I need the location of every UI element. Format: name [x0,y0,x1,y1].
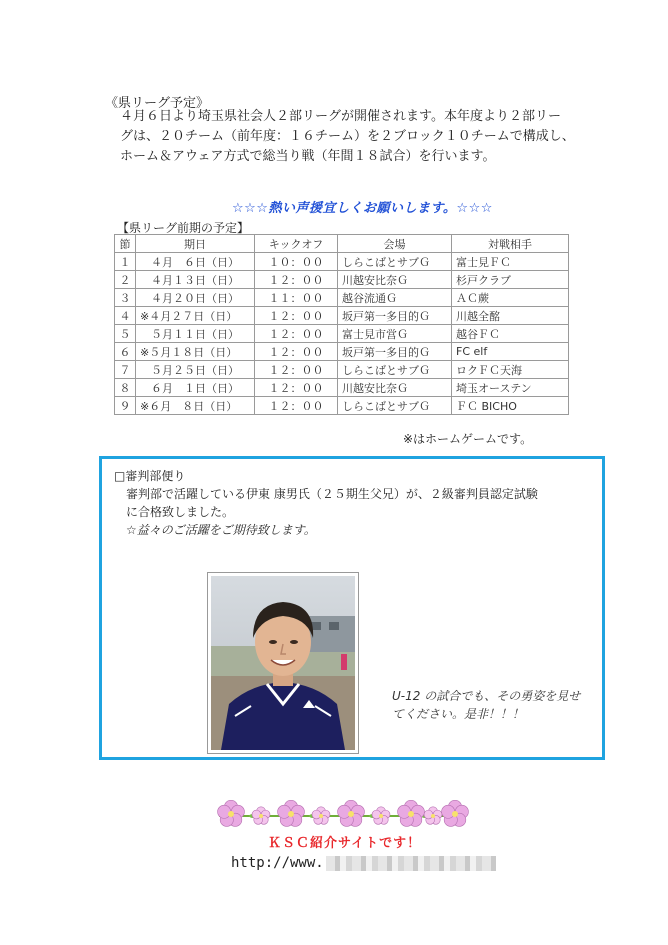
cell-kickoff: １２：００ [255,343,338,361]
cell-opponent: ＡＣ蕨 [452,289,569,307]
intro-line: グは、２０チーム（前年度：１６チーム）を２ブロック１０チームで構成し、 [120,129,575,144]
url-prefix: http://www. [231,855,324,871]
cell-kickoff: １１：００ [255,289,338,307]
table-row [115,361,569,379]
referee-photo [207,572,359,754]
cell-venue: 富士見市営Ｇ [338,325,452,343]
cell-round: １ [115,253,136,271]
cell-date: ４月 ６日（日） [136,253,255,271]
table-row [115,289,569,307]
cell-opponent: 川越全酩 [452,307,569,325]
header-date: 期日 [136,235,255,253]
cell-kickoff: １０：００ [255,253,338,271]
cell-date: ※４月２７日（日） [136,307,255,325]
cell-opponent: 杉戸クラブ [452,271,569,289]
cell-round: ２ [115,271,136,289]
header-round: 節 [115,235,136,253]
table-row [115,253,569,271]
cell-round: ９ [115,397,136,415]
table-row [115,271,569,289]
cherry-blossom-icon [218,800,245,826]
caption-line: U-12 の試合でも、その勇姿を見せ [392,689,581,703]
cell-opponent: FC elf [452,343,569,361]
cell-kickoff: １２：００ [255,271,338,289]
ksc-site-url[interactable] [231,855,496,871]
cell-round: ８ [115,379,136,397]
cherry-blossom-icon [338,800,365,826]
cherry-blossom-icon [278,800,305,826]
cell-venue: 川越安比奈Ｇ [338,271,452,289]
cell-round: ６ [115,343,136,361]
ksc-site-label: ＫＳＣ紹介サイトです！ [268,836,422,851]
cherry-blossom-icon [442,800,469,826]
cell-round: ３ [115,289,136,307]
league-section-title: 《県リーグ予定》 [105,96,210,111]
table-row [115,325,569,343]
cell-kickoff: １２：００ [255,325,338,343]
header-opponent: 対戦相手 [452,235,569,253]
schedule-table [114,234,569,415]
home-game-note: ※はホームゲームです。 [403,432,533,446]
header-kickoff: キックオフ [255,235,338,253]
cell-date: ５月１１日（日） [136,325,255,343]
cell-date: ５月２５日（日） [136,361,255,379]
cheer-message: ☆☆☆熱い声援宜しくお願いします。☆☆☆ [232,201,493,216]
referee-news-body [126,485,596,521]
cell-date: ６月 １日（日） [136,379,255,397]
cell-opponent: 越谷ＦＣ [452,325,569,343]
cell-opponent: 埼玉オーステン [452,379,569,397]
cell-kickoff: １２：００ [255,379,338,397]
cell-date: ４月１３日（日） [136,271,255,289]
cell-venue: 坂戸第一多目的Ｇ [338,343,452,361]
cell-round: ７ [115,361,136,379]
small-flower-icon [424,807,442,824]
referee-photo-caption [392,687,602,723]
caption-line: てください。是非！！！ [392,707,525,721]
table-row [115,379,569,397]
small-flower-icon [312,807,330,824]
intro-line: ４月６日より埼玉県社会人２部リーグが開催されます。本年度より２部リー [120,109,561,124]
cell-date: ※６月 ８日（日） [136,397,255,415]
referee-body-line: 審判部で活躍している伊東 康男氏（２５期生父兄）が、２級審判員認定試験 [126,487,538,501]
cell-date: ４月２０日（日） [136,289,255,307]
referee-wish: ☆益々のご活躍をご期待致します。 [126,523,316,537]
cell-venue: 坂戸第一多目的Ｇ [338,307,452,325]
referee-news-box [99,456,605,760]
table-row [115,343,569,361]
cell-venue: 川越安比奈Ｇ [338,379,452,397]
cell-kickoff: １２：００ [255,361,338,379]
league-intro [120,107,590,167]
table-header-row [115,235,569,253]
small-flower-icon [372,807,390,824]
cell-kickoff: １２：００ [255,307,338,325]
table-row [115,397,569,415]
flower-divider [215,800,470,830]
referee-portrait-image [211,576,355,750]
cell-date: ※５月１８日（日） [136,343,255,361]
cell-venue: 越谷流通Ｇ [338,289,452,307]
cell-opponent: ロクＦＣ天海 [452,361,569,379]
cell-venue: しらこばとサブＧ [338,397,452,415]
cell-opponent: ＦＣ BICHO [452,397,569,415]
cell-kickoff: １２：００ [255,397,338,415]
intro-line: ホーム＆アウェア方式で総当り戦（年間１８試合）を行います。 [120,149,496,164]
table-row [115,307,569,325]
cell-opponent: 富士見ＦＣ [452,253,569,271]
referee-news-title: □審判部便り [114,469,186,483]
cherry-blossom-icon [398,800,425,826]
header-venue: 会場 [338,235,452,253]
redacted-url [326,856,496,871]
cell-round: ４ [115,307,136,325]
cell-round: ５ [115,325,136,343]
cell-venue: しらこばとサブＧ [338,253,452,271]
schedule-title: 【県リーグ前期の予定】 [117,221,250,235]
referee-body-line: に合格致しました。 [126,505,235,519]
small-flower-icon [252,807,270,824]
cell-venue: しらこばとサブＧ [338,361,452,379]
